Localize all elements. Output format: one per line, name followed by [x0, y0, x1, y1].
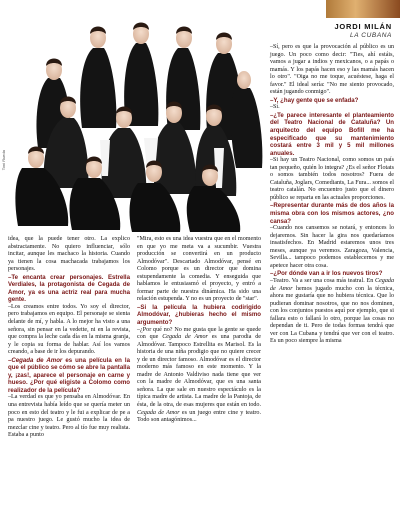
question-text: es una película en la que el público se cómo se abre la pantalla y, ¡zas!, aparece el personaje en carne y hueso. ¿Por qué eligiste a Colomo como realizador de la película? — [8, 356, 130, 394]
film-title: Cegada de Amor — [270, 277, 394, 292]
question-dash: – — [8, 356, 12, 364]
paragraph — [137, 327, 261, 425]
article-column-3 — [270, 44, 394, 346]
answer-text: es un juego entre cine y teatro. Todo son antagónimos... — [137, 409, 261, 424]
interview-question: –Si la película la hubiera codirigido Almodóvar, ¿hubieras hecho el mismo argumento? — [137, 303, 261, 327]
paragraph: idea, que la puede tener otro. La explico abstractamente. No quiero influenciar, sólo incitar, aunque les machaco la historia. Cuando ya tienen la cosa machacada trabajamos los personajes. — [8, 236, 130, 273]
corner-image — [326, 0, 400, 18]
film-title: Cegada de Amor — [162, 334, 208, 341]
cast-photo — [8, 8, 266, 232]
author-name: JORDI MILÁN — [334, 22, 392, 31]
interview-question — [8, 357, 130, 395]
paragraph: –Sí, pero es que la provocación al público es un juego. Un poco como decir: "Ties, ahí estáis, vamos a jugar a indios y mexicanos, o a papás o mamás. Y los papás hacen eso y las mamás hacen lo otro". "Oiga no me toque, acuéstese, haga el favor." El ideal sería: "No me siento provocado, están jugando conmigo". — [270, 44, 394, 96]
interview-question: –Te encanta crear personajes. Estrella Verdiales, la protagonista de Cegada de Amor, ya es una actriz real para mucha gente. — [8, 273, 130, 304]
paragraph: "Mira, esto es una idea vuestra que en el momento en que yo me meta va a sucumbir. Vuestra producción se convertirá en un producto Almodóvar". Descartado Almodóvar, pensé en Colomo porque es un director que domina estupendamente la comedia. Y enseguida que hablamos le entusiasmó el proyecto, y entró a formar parte de nuestra dinámica. Ha sido una relación estupenda. Y no es un proyecto de "star". — [137, 236, 261, 303]
paragraph: –Sí. — [270, 104, 280, 111]
interview-question: –Representar durante más de dos años la misma obra con los mismos actores, ¿no cansa? — [270, 202, 394, 225]
paragraph — [270, 278, 394, 346]
answer-text: –Teatro. Va a ser una cosa más teatral. En — [270, 277, 376, 284]
answer-text: hemos jugado mucho con la técnica, ahora me gustaría que no hubiera técnica. Que lo pudieran dominar nosotros, que no nos dominen, con los conjuntos puestos aquí por ejemplo, que si fallara esto o fallará lo otro, porque las cosas no dependan de ti. Pero de todas formas tendrá que ver con La Cubana y tendrá que ver con el teatro. Es un poco siempre la misma — [270, 285, 394, 345]
paragraph: –Los creamos entre todos. Yo soy el director, pero trabajamos en equipo. El personaje se sienta delante de mí, y habla. A lo mejor ha visto a una señora, sin pensar en la vedette, ni en la revista, que compra la leche cada día en la misma granja, y le copia su forma de hablar. Así los vamos creando, a base de ir los depurando. — [8, 303, 130, 356]
paragraph: –La verdad es que yo pensaba en Almodóvar. En una entrevista había leído que se quería meter un poco en esto del teatro y le fui a explicar de pe a pa nuestro juego. Le gustó mucho la idea de mezclar cine y teatro. Pero al tío fue muy realista. Estaba a punto — [8, 394, 130, 439]
photo-credit: Toni Rueda — [1, 150, 6, 171]
interview-question: –¿Por dónde van a ir los nuevos tiros? — [270, 270, 383, 278]
paragraph: –Cuando nos cansemos se notará, y entonces lo dejaremos. Sin hacer la gira nos quedaríamos insatisfechos. En Madrid estaremos unos tres meses, aunque ya veremos. Zaragoza, Valencia, Sevilla... tampoco podemos establecernos y me apetece hacer otra cosa. — [270, 225, 394, 269]
interview-question: –Y, ¿hay gente que se enfada? — [270, 96, 359, 104]
film-title: Cegada de Amor — [11, 356, 63, 364]
answer-text: es una parodia de Almodóvar. Tampoco Estrellita es Marisol. Es la historia de una niña prodigio que no quiere crecer y de un director famoso. Almodóvar es el director moderno más famoso en este momento. Y la madre de Antonio Valdiviso nada tiene que ver con la madre de Almodóvar, que es una santa señora. La que sale en nuestro espectáculo es la típica madre de artista. La madre de la Pantoja, de ésta, de la otra, de esas mujeres que están en todo. — [137, 334, 261, 409]
publication-name: LA CUBANA — [349, 32, 392, 39]
cast-photo-illustration — [8, 8, 266, 232]
paragraph: –Si hay un Teatro Nacional, como somos un país tan pequeño, quién lo integra? ¿Es el señor Flotats o somos también todos nosotros? Fuera de Cataluña, Joglars, Comediants, La Fura... somos el teatro catalán. No encuentro justo que el dinero público se reparta en las actuales proporciones. — [270, 157, 394, 201]
article-column-2 — [137, 236, 261, 425]
article-column-1 — [8, 236, 130, 440]
answer-text: –¿Por qué no? No me gusta que la gente se quede con que — [137, 326, 261, 341]
film-title: Cegada de Amor — [137, 409, 180, 416]
interview-question: –¿Te parece interesante el planteamiento del Teatro Nacional de Cataluña? Un arquitecto del equipo Bofill me ha especificado que su mantenimiento costará entre 3 mil y 5 mil millones anuales. — [270, 111, 394, 157]
